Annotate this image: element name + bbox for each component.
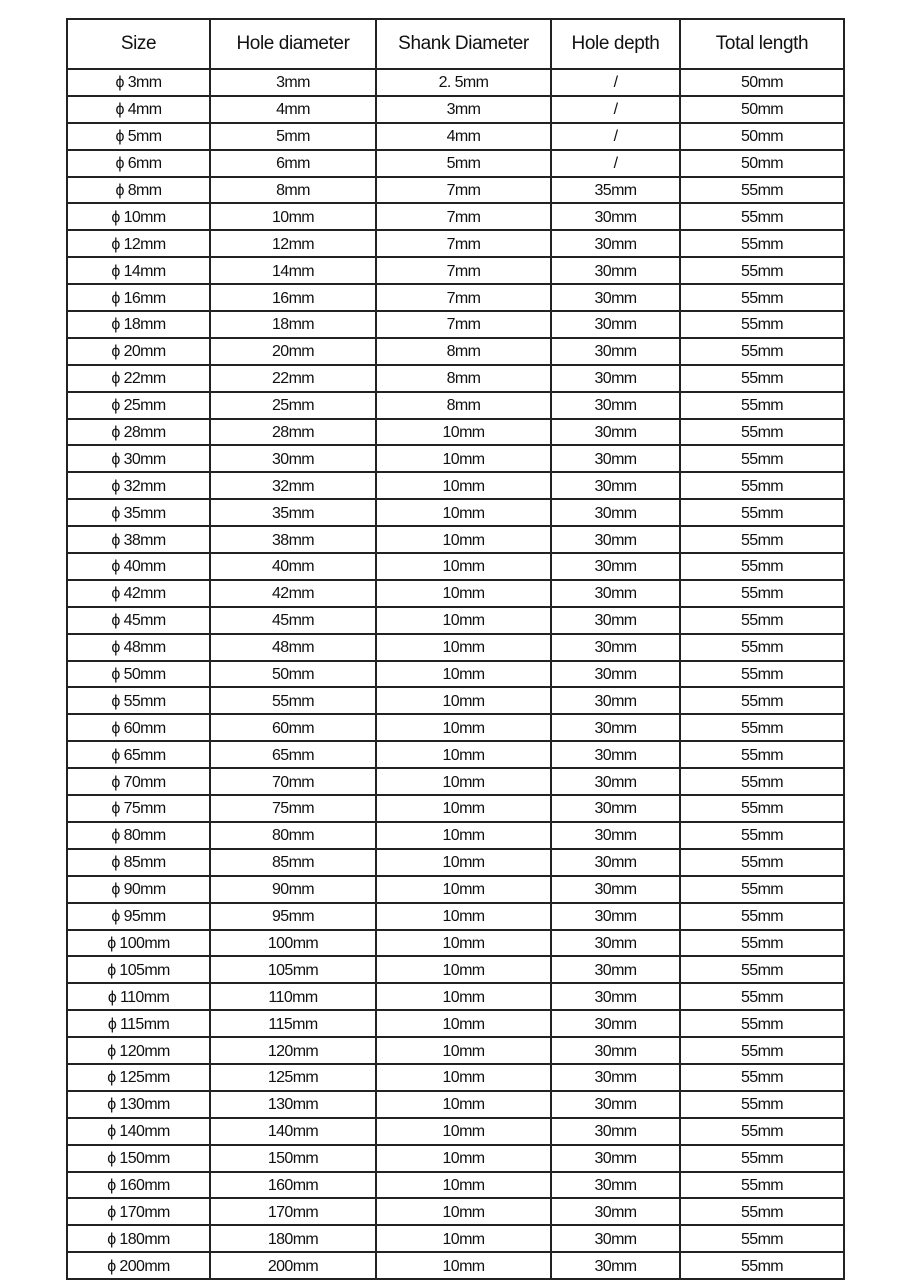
header-hole-diameter: Hole diameter — [210, 19, 376, 69]
cell-size: ϕ 125mm — [67, 1064, 210, 1091]
cell-size: ϕ 16mm — [67, 284, 210, 311]
cell-total-length: 55mm — [680, 203, 844, 230]
cell-shank-diameter: 10mm — [376, 553, 551, 580]
cell-hole-depth: 30mm — [551, 930, 680, 957]
cell-shank-diameter: 10mm — [376, 714, 551, 741]
cell-size: ϕ 35mm — [67, 499, 210, 526]
cell-shank-diameter: 3mm — [376, 96, 551, 123]
cell-hole-depth: 30mm — [551, 499, 680, 526]
cell-size: ϕ 150mm — [67, 1145, 210, 1172]
cell-hole-depth: 30mm — [551, 903, 680, 930]
table-row — [67, 553, 844, 580]
cell-size: ϕ 14mm — [67, 257, 210, 284]
cell-shank-diameter: 4mm — [376, 123, 551, 150]
cell-hole-diameter: 16mm — [210, 284, 376, 311]
cell-hole-depth: 30mm — [551, 257, 680, 284]
cell-total-length: 55mm — [680, 177, 844, 204]
cell-hole-diameter: 22mm — [210, 365, 376, 392]
size-spec-table — [66, 18, 845, 1280]
cell-shank-diameter: 10mm — [376, 1172, 551, 1199]
cell-total-length: 55mm — [680, 526, 844, 553]
cell-hole-diameter: 70mm — [210, 768, 376, 795]
cell-size: ϕ 42mm — [67, 580, 210, 607]
cell-size: ϕ 30mm — [67, 445, 210, 472]
cell-total-length: 55mm — [680, 230, 844, 257]
cell-shank-diameter: 8mm — [376, 392, 551, 419]
cell-size: ϕ 25mm — [67, 392, 210, 419]
cell-size: ϕ 4mm — [67, 96, 210, 123]
cell-hole-depth: 30mm — [551, 634, 680, 661]
table-row — [67, 69, 844, 96]
table-row — [67, 1145, 844, 1172]
cell-size: ϕ 32mm — [67, 472, 210, 499]
cell-total-length: 55mm — [680, 741, 844, 768]
table-row — [67, 822, 844, 849]
cell-total-length: 55mm — [680, 849, 844, 876]
cell-hole-diameter: 10mm — [210, 203, 376, 230]
cell-hole-diameter: 75mm — [210, 795, 376, 822]
cell-hole-depth: 30mm — [551, 741, 680, 768]
table-row — [67, 1037, 844, 1064]
cell-shank-diameter: 10mm — [376, 634, 551, 661]
cell-shank-diameter: 10mm — [376, 526, 551, 553]
cell-hole-diameter: 200mm — [210, 1252, 376, 1279]
cell-hole-diameter: 130mm — [210, 1091, 376, 1118]
cell-hole-depth: / — [551, 69, 680, 96]
table-row — [67, 768, 844, 795]
cell-total-length: 55mm — [680, 822, 844, 849]
cell-hole-diameter: 32mm — [210, 472, 376, 499]
cell-hole-diameter: 3mm — [210, 69, 376, 96]
cell-size: ϕ 160mm — [67, 1172, 210, 1199]
cell-total-length: 50mm — [680, 123, 844, 150]
cell-hole-diameter: 105mm — [210, 956, 376, 983]
cell-shank-diameter: 10mm — [376, 661, 551, 688]
cell-hole-depth: 30mm — [551, 230, 680, 257]
table-row — [67, 311, 844, 338]
cell-size: ϕ 130mm — [67, 1091, 210, 1118]
cell-total-length: 55mm — [680, 1037, 844, 1064]
cell-hole-diameter: 28mm — [210, 419, 376, 446]
cell-shank-diameter: 7mm — [376, 311, 551, 338]
cell-size: ϕ 140mm — [67, 1118, 210, 1145]
cell-hole-depth: 30mm — [551, 1091, 680, 1118]
cell-hole-diameter: 95mm — [210, 903, 376, 930]
cell-total-length: 55mm — [680, 472, 844, 499]
cell-hole-depth: 30mm — [551, 822, 680, 849]
table-row — [67, 203, 844, 230]
cell-total-length: 55mm — [680, 903, 844, 930]
cell-shank-diameter: 8mm — [376, 338, 551, 365]
cell-hole-depth: 30mm — [551, 983, 680, 1010]
cell-shank-diameter: 10mm — [376, 607, 551, 634]
cell-hole-depth: 30mm — [551, 1010, 680, 1037]
table-row — [67, 903, 844, 930]
cell-size: ϕ 60mm — [67, 714, 210, 741]
table-row — [67, 930, 844, 957]
table-body — [67, 69, 844, 1279]
cell-hole-diameter: 180mm — [210, 1225, 376, 1252]
cell-shank-diameter: 10mm — [376, 930, 551, 957]
table-row — [67, 96, 844, 123]
cell-hole-diameter: 80mm — [210, 822, 376, 849]
header-total-length: Total length — [680, 19, 844, 69]
cell-shank-diameter: 10mm — [376, 580, 551, 607]
cell-hole-depth: 30mm — [551, 768, 680, 795]
cell-total-length: 55mm — [680, 445, 844, 472]
table-row — [67, 1064, 844, 1091]
cell-size: ϕ 45mm — [67, 607, 210, 634]
cell-hole-depth: / — [551, 150, 680, 177]
cell-total-length: 55mm — [680, 983, 844, 1010]
cell-shank-diameter: 10mm — [376, 876, 551, 903]
cell-hole-depth: 30mm — [551, 1172, 680, 1199]
cell-hole-diameter: 35mm — [210, 499, 376, 526]
cell-hole-depth: 30mm — [551, 526, 680, 553]
cell-size: ϕ 20mm — [67, 338, 210, 365]
cell-total-length: 55mm — [680, 1091, 844, 1118]
cell-total-length: 55mm — [680, 634, 844, 661]
cell-total-length: 55mm — [680, 768, 844, 795]
cell-size: ϕ 28mm — [67, 419, 210, 446]
cell-total-length: 55mm — [680, 607, 844, 634]
table-row — [67, 634, 844, 661]
table-row — [67, 687, 844, 714]
cell-hole-depth: 30mm — [551, 284, 680, 311]
table-row — [67, 257, 844, 284]
cell-size: ϕ 90mm — [67, 876, 210, 903]
cell-hole-depth: / — [551, 123, 680, 150]
cell-shank-diameter: 10mm — [376, 822, 551, 849]
cell-hole-depth: 30mm — [551, 714, 680, 741]
cell-shank-diameter: 7mm — [376, 257, 551, 284]
table-row — [67, 392, 844, 419]
cell-shank-diameter: 7mm — [376, 230, 551, 257]
cell-hole-depth: 30mm — [551, 338, 680, 365]
cell-hole-depth: 30mm — [551, 472, 680, 499]
cell-total-length: 55mm — [680, 1252, 844, 1279]
table-row — [67, 956, 844, 983]
cell-shank-diameter: 10mm — [376, 1198, 551, 1225]
table-row — [67, 714, 844, 741]
cell-total-length: 55mm — [680, 1198, 844, 1225]
cell-total-length: 55mm — [680, 1010, 844, 1037]
cell-hole-depth: 30mm — [551, 1118, 680, 1145]
cell-hole-diameter: 18mm — [210, 311, 376, 338]
cell-hole-diameter: 6mm — [210, 150, 376, 177]
cell-size: ϕ 95mm — [67, 903, 210, 930]
cell-total-length: 55mm — [680, 687, 844, 714]
table-row — [67, 230, 844, 257]
cell-hole-diameter: 170mm — [210, 1198, 376, 1225]
header-shank-diameter: Shank Diameter — [376, 19, 551, 69]
cell-hole-depth: 30mm — [551, 1037, 680, 1064]
cell-shank-diameter: 7mm — [376, 284, 551, 311]
cell-total-length: 55mm — [680, 1118, 844, 1145]
cell-hole-diameter: 8mm — [210, 177, 376, 204]
cell-shank-diameter: 10mm — [376, 768, 551, 795]
cell-size: ϕ 5mm — [67, 123, 210, 150]
cell-total-length: 50mm — [680, 69, 844, 96]
table-row — [67, 338, 844, 365]
cell-hole-depth: 30mm — [551, 1252, 680, 1279]
cell-total-length: 55mm — [680, 930, 844, 957]
cell-shank-diameter: 10mm — [376, 903, 551, 930]
table-row — [67, 1091, 844, 1118]
table-row — [67, 1172, 844, 1199]
cell-total-length: 55mm — [680, 311, 844, 338]
table-row — [67, 795, 844, 822]
cell-size: ϕ 80mm — [67, 822, 210, 849]
table-row — [67, 177, 844, 204]
table-header — [67, 19, 844, 69]
cell-hole-depth: 30mm — [551, 445, 680, 472]
cell-size: ϕ 10mm — [67, 203, 210, 230]
cell-hole-diameter: 38mm — [210, 526, 376, 553]
cell-hole-diameter: 110mm — [210, 983, 376, 1010]
cell-size: ϕ 50mm — [67, 661, 210, 688]
cell-shank-diameter: 10mm — [376, 1010, 551, 1037]
cell-total-length: 55mm — [680, 499, 844, 526]
cell-hole-depth: 30mm — [551, 687, 680, 714]
cell-hole-diameter: 150mm — [210, 1145, 376, 1172]
cell-total-length: 50mm — [680, 150, 844, 177]
cell-size: ϕ 110mm — [67, 983, 210, 1010]
cell-shank-diameter: 10mm — [376, 741, 551, 768]
cell-hole-depth: 35mm — [551, 177, 680, 204]
cell-size: ϕ 8mm — [67, 177, 210, 204]
cell-size: ϕ 70mm — [67, 768, 210, 795]
cell-total-length: 55mm — [680, 661, 844, 688]
cell-total-length: 55mm — [680, 1064, 844, 1091]
cell-shank-diameter: 10mm — [376, 1037, 551, 1064]
table-row — [67, 661, 844, 688]
cell-shank-diameter: 10mm — [376, 1145, 551, 1172]
cell-total-length: 55mm — [680, 553, 844, 580]
cell-size: ϕ 180mm — [67, 1225, 210, 1252]
table-row — [67, 365, 844, 392]
cell-size: ϕ 22mm — [67, 365, 210, 392]
cell-hole-diameter: 125mm — [210, 1064, 376, 1091]
header-row — [67, 19, 844, 69]
table-row — [67, 876, 844, 903]
cell-hole-diameter: 120mm — [210, 1037, 376, 1064]
table-row — [67, 1118, 844, 1145]
cell-shank-diameter: 10mm — [376, 795, 551, 822]
cell-shank-diameter: 10mm — [376, 499, 551, 526]
cell-size: ϕ 3mm — [67, 69, 210, 96]
cell-hole-diameter: 55mm — [210, 687, 376, 714]
cell-total-length: 55mm — [680, 419, 844, 446]
cell-size: ϕ 85mm — [67, 849, 210, 876]
cell-hole-depth: 30mm — [551, 203, 680, 230]
cell-hole-diameter: 48mm — [210, 634, 376, 661]
cell-shank-diameter: 10mm — [376, 1252, 551, 1279]
cell-size: ϕ 38mm — [67, 526, 210, 553]
table-row — [67, 1252, 844, 1279]
cell-shank-diameter: 10mm — [376, 956, 551, 983]
cell-shank-diameter: 5mm — [376, 150, 551, 177]
cell-hole-depth: 30mm — [551, 365, 680, 392]
cell-total-length: 55mm — [680, 876, 844, 903]
table-row — [67, 445, 844, 472]
table-row — [67, 284, 844, 311]
table-row — [67, 419, 844, 446]
cell-hole-depth: 30mm — [551, 849, 680, 876]
cell-size: ϕ 6mm — [67, 150, 210, 177]
cell-hole-diameter: 4mm — [210, 96, 376, 123]
cell-shank-diameter: 10mm — [376, 1118, 551, 1145]
cell-size: ϕ 75mm — [67, 795, 210, 822]
table-row — [67, 150, 844, 177]
cell-hole-diameter: 140mm — [210, 1118, 376, 1145]
cell-shank-diameter: 7mm — [376, 177, 551, 204]
table-row — [67, 1225, 844, 1252]
table-row — [67, 472, 844, 499]
cell-size: ϕ 115mm — [67, 1010, 210, 1037]
cell-hole-diameter: 50mm — [210, 661, 376, 688]
cell-shank-diameter: 10mm — [376, 472, 551, 499]
cell-hole-depth: 30mm — [551, 419, 680, 446]
cell-hole-depth: 30mm — [551, 311, 680, 338]
cell-shank-diameter: 8mm — [376, 365, 551, 392]
cell-hole-diameter: 12mm — [210, 230, 376, 257]
cell-shank-diameter: 7mm — [376, 203, 551, 230]
cell-total-length: 55mm — [680, 1172, 844, 1199]
cell-hole-diameter: 160mm — [210, 1172, 376, 1199]
cell-hole-diameter: 20mm — [210, 338, 376, 365]
cell-hole-depth: 30mm — [551, 956, 680, 983]
cell-shank-diameter: 10mm — [376, 687, 551, 714]
cell-hole-diameter: 90mm — [210, 876, 376, 903]
cell-total-length: 55mm — [680, 392, 844, 419]
cell-hole-depth: 30mm — [551, 795, 680, 822]
cell-hole-depth: 30mm — [551, 1145, 680, 1172]
cell-hole-depth: / — [551, 96, 680, 123]
table-row — [67, 741, 844, 768]
cell-total-length: 55mm — [680, 1225, 844, 1252]
table-row — [67, 499, 844, 526]
header-hole-depth: Hole depth — [551, 19, 680, 69]
cell-size: ϕ 120mm — [67, 1037, 210, 1064]
cell-hole-diameter: 65mm — [210, 741, 376, 768]
cell-hole-diameter: 25mm — [210, 392, 376, 419]
cell-shank-diameter: 10mm — [376, 849, 551, 876]
cell-size: ϕ 12mm — [67, 230, 210, 257]
table-row — [67, 607, 844, 634]
cell-hole-depth: 30mm — [551, 661, 680, 688]
cell-size: ϕ 100mm — [67, 930, 210, 957]
cell-size: ϕ 40mm — [67, 553, 210, 580]
cell-hole-diameter: 60mm — [210, 714, 376, 741]
cell-hole-diameter: 14mm — [210, 257, 376, 284]
table-row — [67, 1010, 844, 1037]
cell-hole-diameter: 45mm — [210, 607, 376, 634]
cell-hole-diameter: 100mm — [210, 930, 376, 957]
table-row — [67, 526, 844, 553]
cell-hole-diameter: 5mm — [210, 123, 376, 150]
cell-size: ϕ 105mm — [67, 956, 210, 983]
cell-total-length: 55mm — [680, 338, 844, 365]
cell-size: ϕ 48mm — [67, 634, 210, 661]
cell-shank-diameter: 10mm — [376, 1091, 551, 1118]
cell-size: ϕ 18mm — [67, 311, 210, 338]
header-size: Size — [67, 19, 210, 69]
table-row — [67, 123, 844, 150]
cell-total-length: 55mm — [680, 714, 844, 741]
cell-hole-diameter: 85mm — [210, 849, 376, 876]
cell-hole-diameter: 42mm — [210, 580, 376, 607]
cell-total-length: 55mm — [680, 284, 844, 311]
cell-hole-depth: 30mm — [551, 1198, 680, 1225]
cell-hole-diameter: 40mm — [210, 553, 376, 580]
table-row — [67, 983, 844, 1010]
cell-shank-diameter: 10mm — [376, 983, 551, 1010]
cell-total-length: 55mm — [680, 795, 844, 822]
cell-size: ϕ 170mm — [67, 1198, 210, 1225]
cell-total-length: 55mm — [680, 580, 844, 607]
cell-hole-depth: 30mm — [551, 607, 680, 634]
cell-total-length: 55mm — [680, 257, 844, 284]
cell-hole-depth: 30mm — [551, 553, 680, 580]
table-row — [67, 849, 844, 876]
cell-shank-diameter: 10mm — [376, 1064, 551, 1091]
cell-hole-depth: 30mm — [551, 580, 680, 607]
cell-hole-diameter: 30mm — [210, 445, 376, 472]
cell-hole-depth: 30mm — [551, 1225, 680, 1252]
cell-total-length: 55mm — [680, 365, 844, 392]
cell-hole-depth: 30mm — [551, 1064, 680, 1091]
cell-shank-diameter: 10mm — [376, 1225, 551, 1252]
table-row — [67, 1198, 844, 1225]
cell-hole-depth: 30mm — [551, 876, 680, 903]
cell-hole-diameter: 115mm — [210, 1010, 376, 1037]
cell-total-length: 50mm — [680, 96, 844, 123]
cell-size: ϕ 65mm — [67, 741, 210, 768]
cell-size: ϕ 55mm — [67, 687, 210, 714]
cell-total-length: 55mm — [680, 956, 844, 983]
cell-hole-depth: 30mm — [551, 392, 680, 419]
table-row — [67, 580, 844, 607]
cell-shank-diameter: 10mm — [376, 445, 551, 472]
cell-size: ϕ 200mm — [67, 1252, 210, 1279]
cell-shank-diameter: 10mm — [376, 419, 551, 446]
cell-total-length: 55mm — [680, 1145, 844, 1172]
cell-shank-diameter: 2. 5mm — [376, 69, 551, 96]
